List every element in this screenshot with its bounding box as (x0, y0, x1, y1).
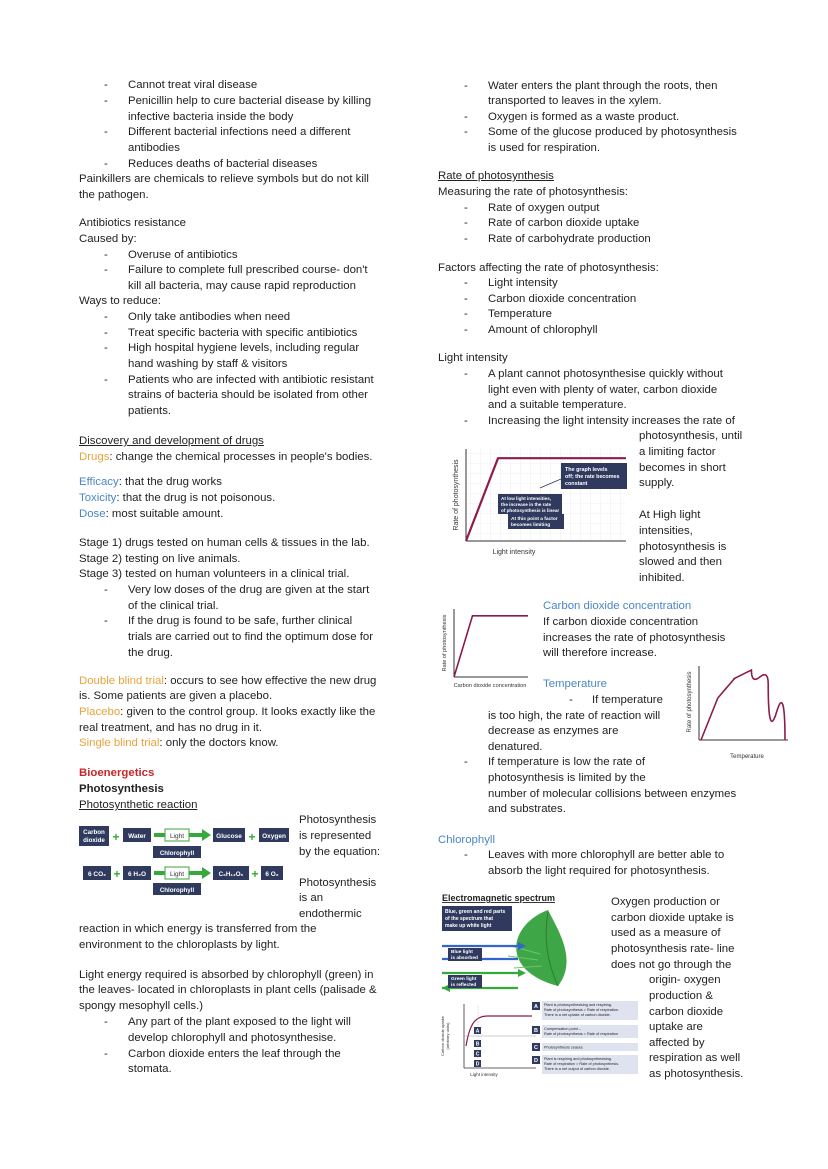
bullet-dash: - (464, 756, 468, 768)
bullet-dash: - (464, 293, 468, 305)
efficacy-def-text: : that the drug works (118, 476, 222, 488)
oxygen-cont-line: affected by (649, 1037, 705, 1049)
oxygen-cont-line: carbon dioxide (649, 1006, 724, 1018)
oxygen-cont-line: production & (649, 990, 713, 1002)
bullet-dash: - (104, 311, 108, 323)
single-blind-def-text: : only the doctors know. (159, 737, 279, 749)
left-bullet-line: Penicillin help to cure bacterial disease by killing (128, 95, 372, 107)
oxygen-text-line: carbon dioxide uptake is (611, 912, 734, 924)
dose-def-text: : most suitable amount. (105, 508, 224, 520)
light-callout2-l2: the increase in the rate (501, 502, 552, 507)
bullet-dash: - (104, 158, 108, 170)
factor-line: Carbon dioxide concentration (488, 293, 637, 305)
legend-d-2: Rate of respiration > Rate of photosynthesis. (544, 1062, 620, 1066)
bullet-dash: - (104, 1048, 108, 1060)
placebo-def (79, 705, 375, 721)
stage-bullet-line: of the clinical trial. (128, 600, 219, 612)
light-cont-line: photosynthesis is (639, 541, 727, 553)
oxygen-cont-line: uptake are (649, 1021, 703, 1033)
light-callout2-l1: At low light intensities, (501, 496, 552, 501)
leaf-icon (516, 910, 566, 986)
legend-b-1: Compensation point – (544, 1027, 581, 1031)
bullet-dash: - (464, 217, 468, 229)
em-caption-2: of the spectrum that (445, 916, 494, 922)
bullet-dash: - (464, 308, 468, 320)
rate-title: Rate of photosynthesis (438, 170, 554, 182)
toxicity-def-text: : that the drug is not poisonous. (116, 492, 276, 504)
light-xlabel: Light intensity (492, 549, 536, 556)
co2-xlabel: Carbon dioxide concentration (453, 683, 527, 689)
svg-text:D: D (534, 1058, 538, 1064)
co2-series-line (454, 616, 528, 677)
right-bullet-line: Water enters the plant through the roots, then (488, 80, 718, 92)
eq-water: Water (128, 833, 146, 840)
way-line: hand washing by staff & visitors (128, 358, 288, 370)
svg-text:+: + (112, 830, 120, 844)
toxicity-def-label: Toxicity (79, 492, 117, 504)
co2-text-line: increases the rate of photosynthesis (543, 632, 726, 644)
legend-d-1: Plant is respiring and photosynthesising. (544, 1057, 612, 1061)
bullet-dash: - (104, 374, 108, 386)
bullet-dash: - (104, 342, 108, 354)
eq-glucose: Glucose (216, 833, 242, 840)
factor-line: Temperature (488, 308, 552, 320)
legend-a-1: Plant is photosynthesising and respiring. (544, 1003, 612, 1007)
drugs-def-label: Drugs (79, 451, 110, 463)
sym-chlorophyll: Chlorophyll (159, 887, 195, 894)
legend-b-2: Rate of photosynthesis = Rate of respiration (544, 1032, 618, 1036)
co2-text-line: will therefore increase. (543, 647, 657, 659)
oxygen-text-line: photosynthesis rate- line (611, 943, 735, 955)
bullet-dash: - (464, 277, 468, 289)
sym-h2o: 6 H₂O (127, 871, 147, 878)
svg-text:A: A (475, 1028, 480, 1035)
compensation-point-chart (436, 996, 642, 1080)
plant-bullet-line: develop chlorophyll and photosynthesise. (128, 1032, 337, 1044)
bullet-dash: - (464, 111, 468, 123)
comp-xlabel: Light intensity (470, 1072, 498, 1077)
sym-co2: 6 CO₂ (87, 871, 107, 878)
chlorophyll-line: absorb the light required for photosynthesis. (488, 865, 710, 877)
bullet-dash: - (464, 368, 468, 380)
temp-series-line (701, 670, 785, 740)
dose-def (79, 507, 223, 523)
stage-bullet-line: Very low doses of the drug are given at the start (128, 584, 370, 596)
factor-line: Light intensity (488, 277, 558, 289)
temp-bullet-line: denatured. (488, 741, 543, 753)
cause-line: Failure to complete full prescribed course- don't (128, 264, 368, 276)
bullet-dash: - (104, 79, 108, 91)
svg-text:+: + (248, 830, 256, 844)
equation-text-line: Photosynthesis (299, 877, 377, 889)
cause-line: kill all bacteria, may cause rapid reproduction (128, 280, 356, 292)
caused-by: Caused by: (79, 233, 137, 245)
bullet-dash: - (104, 327, 108, 339)
right-bullet-line: is used for respiration. (488, 142, 601, 154)
way-line: Treat specific bacteria with specific antibiotics (128, 327, 358, 339)
way-line: patients. (128, 405, 172, 417)
light-callout2-l3: of photosynthesis is linear (501, 508, 560, 513)
bullet-dash: - (104, 1016, 108, 1028)
eq-dioxide: dioxide (83, 837, 105, 844)
stage-bullet-line: trials are carried out to find the optimum dose for (128, 631, 374, 643)
placebo-cont: real treatment, and has no drug in it. (79, 722, 262, 734)
oxygen-cont-line: origin- oxygen (649, 974, 721, 986)
light-title: Light intensity (438, 352, 508, 364)
temp-bullet-line: decrease as enzymes are (488, 725, 619, 737)
co2-title: Carbon dioxide concentration (543, 600, 692, 612)
legend-d-3: There is a net output of carbon dioxide. (544, 1067, 610, 1071)
eq-oxygen: Oxygen (262, 833, 286, 840)
way-line: Patients who are infected with antibiotic resistant (128, 374, 374, 386)
bioenergetics-heading: Bioenergetics (79, 767, 155, 779)
double-blind-cont: is. Some patients are given a placebo. (79, 690, 273, 702)
em-caption-1: Blue, green and red parts (445, 909, 506, 915)
way-line: strains of bacteria should be isolated from other (128, 389, 368, 401)
equation-text-line: is represented (299, 830, 372, 842)
right-bullet-line: Oxygen is formed as a waste product. (488, 111, 680, 123)
double-blind-def (79, 674, 376, 690)
chlorophyll-line: Leaves with more chlorophyll are better able to (488, 849, 725, 861)
left-bullet-line: antibodies (128, 142, 180, 154)
co2-chart (438, 605, 533, 691)
em-spectrum-diagram (438, 890, 610, 994)
stage-bullet-line: If the drug is found to be safe, further clinical (128, 615, 353, 627)
way-line: Only take antibodies when need (128, 311, 291, 323)
blue-light-2: is absorbed (451, 956, 478, 961)
temp-bullet-line: If temperature (592, 694, 663, 706)
bullet-dash: - (464, 126, 468, 138)
eq-chlorophyll: Chlorophyll (159, 850, 195, 857)
bullet-dash: - (464, 202, 468, 214)
drugs-def-text: : change the chemical processes in people's bodies. (109, 451, 373, 463)
co2-ylabel: Rate of photosynthesis (442, 614, 448, 672)
temp-bullet2-line: photosynthesis is limited by the (488, 772, 646, 784)
stage-line: Stage 2) testing on live animals. (79, 553, 241, 565)
comp-ylabel-2: (arbitrary units) (445, 1022, 450, 1050)
light-cont-line: supply. (639, 477, 675, 489)
eq-carbon: Carbon (83, 829, 105, 836)
light-cont-line: photosynthesis, until (639, 430, 743, 442)
legend-c-1: Photosynthesis ceases (544, 1045, 583, 1050)
light-callout3-l1: At this point a factor (511, 517, 558, 522)
stage-line: Stage 3) tested on human volunteers in a clinical trial. (79, 568, 350, 580)
drugs-title: Discovery and development of drugs (79, 435, 264, 447)
blue-light-1: Blue light (451, 950, 473, 955)
legend-a-3: There is a net uptake of carbon dioxide. (544, 1013, 611, 1017)
em-caption-3: make up white light (445, 923, 492, 929)
plant-bullet-line: Any part of the plant exposed to the light will (128, 1016, 351, 1028)
oxygen-text-line: used as a measure of (611, 927, 721, 939)
light-cont-line: inhibited. (639, 572, 685, 584)
painkillers-line: the pathogen. (79, 189, 149, 201)
light-energy-line: Light energy required is absorbed by chlorophyll (green) in (79, 969, 374, 981)
measuring-line: Measuring the rate of photosynthesis: (438, 186, 628, 198)
temp-bullet2-line: number of molecular collisions between enzymes (488, 788, 737, 800)
oxygen-text-line: does not go through the (611, 959, 732, 971)
em-title: Electromagnetic spectrum (442, 893, 556, 903)
right-bullet-line: Some of the glucose produced by photosynthesis (488, 126, 737, 138)
photosynthesis-heading: Photosynthesis (79, 783, 164, 795)
placebo-def-text: : given to the control group. It looks exactly like the (120, 706, 376, 718)
efficacy-def (79, 475, 222, 491)
light-cont-line: a limiting factor (639, 446, 716, 458)
light-bullet-line: and a suitable temperature. (488, 399, 627, 411)
left-bullet-line: Cannot treat viral disease (128, 79, 258, 91)
endothermic-line: reaction in which energy is transferred from the (79, 923, 317, 935)
bullet-dash: - (104, 584, 108, 596)
toxicity-def (79, 491, 275, 507)
temperature-chart (683, 662, 793, 762)
light-callout1-l2: off; the rate becomes (565, 474, 620, 480)
light-callout3-l2: becomes limiting (511, 523, 551, 528)
comp-ylabel-1: Carbon dioxide uptake (440, 1015, 445, 1057)
light-ylabel: Rate of photosynthesis (453, 459, 460, 531)
double-blind-def-label: Double blind trial (79, 675, 164, 687)
reaction-title: Photosynthetic reaction (79, 799, 198, 811)
temp-bullet-line: is too high, the rate of reaction will (488, 710, 661, 722)
svg-text:C: C (475, 1051, 480, 1058)
bullet-dash: - (464, 849, 468, 861)
measure-line: Rate of carbohydrate production (488, 233, 651, 245)
light-callout1-l1: The graph levels (565, 467, 608, 473)
equation-text-line: Photosynthesis (299, 814, 377, 826)
single-blind-def (79, 736, 278, 752)
svg-text:A: A (534, 1004, 538, 1010)
painkillers-line: Painkillers are chemicals to relieve symbols but do not kill (79, 173, 369, 185)
bullet-dash: - (464, 233, 468, 245)
endothermic-line: environment to the chloroplasts by light. (79, 939, 280, 951)
temp-title: Temperature (543, 678, 607, 690)
light-bullet-line: light even with plenty of water, carbon dioxide (488, 384, 718, 396)
sym-o2: 6 O₂ (265, 871, 279, 878)
double-blind-def-text: : occurs to see how effective the new drug (163, 675, 377, 687)
svg-text:+: + (251, 867, 259, 881)
bullet-dash: - (464, 415, 468, 427)
bullet-dash: - (104, 615, 108, 627)
dose-def-label: Dose (79, 508, 106, 520)
equation-text-line: by the equation: (299, 846, 381, 858)
light-cont-line: At High light (639, 509, 701, 521)
temp-bullet2-line: and substrates. (488, 803, 566, 815)
bullet-dash: - (464, 324, 468, 336)
light-energy-line: the leaves- located in chloroplasts in plant cells (palisade & (79, 984, 377, 996)
sym-glucose: C₆H₁₂O₆ (218, 871, 244, 878)
light-callout1-l3: constant (565, 481, 588, 487)
left-bullet-line: infective bacteria inside the body (128, 111, 294, 123)
measure-line: Rate of oxygen output (488, 202, 600, 214)
light-energy-line: spongy mesophyll cells.) (79, 1000, 204, 1012)
way-line: High hospital hygiene levels, including regular (128, 342, 360, 354)
measure-line: Rate of carbon dioxide uptake (488, 217, 640, 229)
bullet-dash: - (569, 694, 573, 706)
bullet-dash: - (464, 80, 468, 92)
eq-light: Light (169, 833, 185, 840)
placebo-def-label: Placebo (79, 706, 121, 718)
svg-text:C: C (534, 1045, 538, 1051)
oxygen-text-line: Oxygen production or (611, 896, 720, 908)
photosynthesis-equation-diagram (79, 822, 291, 898)
svg-text:+: + (113, 867, 121, 881)
sym-light: Light (169, 871, 185, 878)
cause-line: Overuse of antibiotics (128, 249, 238, 261)
light-intensity-chart (450, 443, 635, 563)
left-bullet-line: Reduces deaths of bacterial diseases (128, 158, 318, 170)
oxygen-cont-line: respiration as well (649, 1052, 741, 1064)
green-light-2: is reflected (451, 983, 477, 988)
bullet-dash: - (104, 249, 108, 261)
green-light-1: Green light (451, 977, 477, 982)
equation-text-line: is an (299, 892, 324, 904)
efficacy-def-label: Efficacy (79, 476, 119, 488)
chlorophyll-title: Chlorophyll (438, 834, 495, 846)
svg-text:D: D (475, 1061, 480, 1068)
ways-title: Ways to reduce: (79, 295, 161, 307)
temp-xlabel: Temperature (730, 754, 764, 760)
plant-bullet-line: stomata. (128, 1063, 172, 1075)
resistance-title: Antibiotics resistance (79, 217, 186, 229)
drugs-def (79, 450, 372, 466)
factor-line: Amount of chlorophyll (488, 324, 598, 336)
plant-bullet-line: Carbon dioxide enters the leaf through the (128, 1048, 341, 1060)
light-cont-line: becomes in short (639, 462, 726, 474)
svg-text:B: B (534, 1028, 538, 1034)
equation-text-line: endothermic (299, 908, 362, 920)
right-bullet-line: transported to leaves in the xylem. (488, 95, 662, 107)
light-bullet-line: A plant cannot photosynthesise quickly without (488, 368, 723, 380)
left-bullet-line: Different bacterial infections need a different (128, 126, 351, 138)
single-blind-def-label: Single blind trial (79, 737, 160, 749)
bullet-dash: - (104, 126, 108, 138)
light-bullet-line: Increasing the light intensity increases the rate of (488, 415, 735, 427)
co2-text-line: If carbon dioxide concentration (543, 616, 699, 628)
oxygen-cont-line: as photosynthesis. (649, 1068, 744, 1080)
temp-ylabel: Rate of photosynthesis (687, 671, 693, 733)
legend-a-2: Rate of photosynthesis > Rate of respiration. (544, 1008, 620, 1012)
stage-bullet-line: the drug. (128, 647, 173, 659)
bullet-dash: - (104, 264, 108, 276)
light-cont-line: intensities, (639, 525, 693, 537)
stage-line: Stage 1) drugs tested on human cells & tissues in the lab. (79, 537, 370, 549)
light-cont-line: slowed and then (639, 556, 722, 568)
svg-text:B: B (475, 1041, 480, 1048)
temp-bullet2-line: If temperature is low the rate of (488, 756, 646, 768)
factors-title: Factors affecting the rate of photosynthesis: (438, 262, 659, 274)
bullet-dash: - (104, 95, 108, 107)
